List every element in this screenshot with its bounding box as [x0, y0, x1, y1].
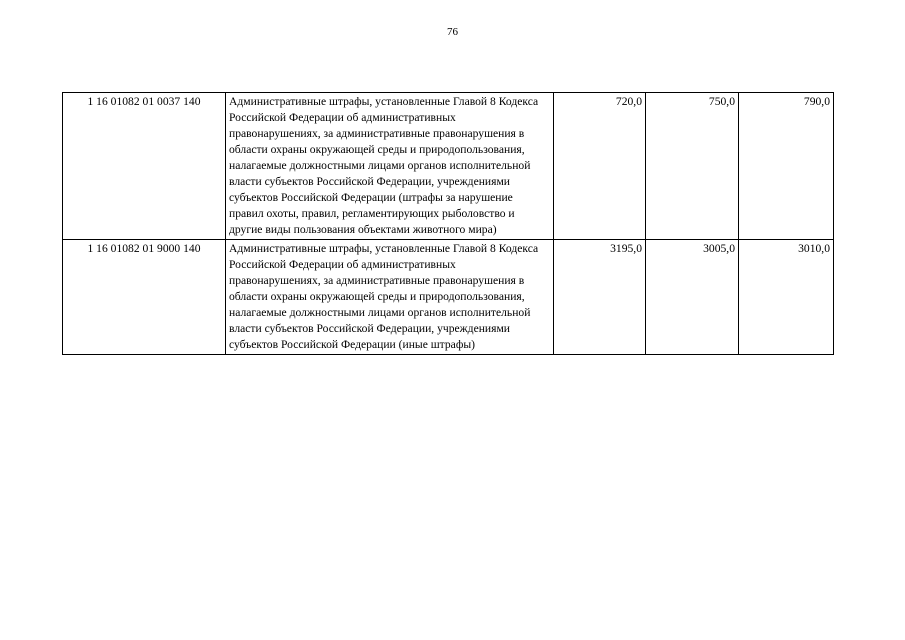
page-number: 76	[447, 26, 458, 38]
amount-year-2: 750,0	[646, 93, 739, 240]
amount-year-3: 3010,0	[739, 240, 834, 355]
budget-revenue-table	[62, 92, 834, 355]
budget-classification-code: 1 16 01082 01 9000 140	[63, 240, 226, 355]
amount-year-2: 3005,0	[646, 240, 739, 355]
amount-year-1: 720,0	[554, 93, 646, 240]
revenue-description: Административные штрафы, установленные Главой 8 Кодекса Российской Федерации об административных правонарушениях, за административные правонарушения в области охраны окружающей среды и природопользования, налагаемые должностными лицами органов исполнительной власти субъектов Российской Федерации, учреждениями субъектов Российской Федерации (иные штрафы)	[226, 240, 554, 355]
amount-year-1: 3195,0	[554, 240, 646, 355]
table-row	[63, 240, 834, 355]
table-row	[63, 93, 834, 240]
amount-year-3: 790,0	[739, 93, 834, 240]
budget-classification-code: 1 16 01082 01 0037 140	[63, 93, 226, 240]
revenue-description: Административные штрафы, установленные Главой 8 Кодекса Российской Федерации об административных правонарушениях, за административные правонарушения в области охраны окружающей среды и природопользования, налагаемые должностными лицами органов исполнительной власти субъектов Российской Федерации, учреждениями субъектов Российской Федерации (штрафы за нарушение правил охоты, правил, регламентирующих рыболовство и другие виды пользования объектами животного мира)	[226, 93, 554, 240]
